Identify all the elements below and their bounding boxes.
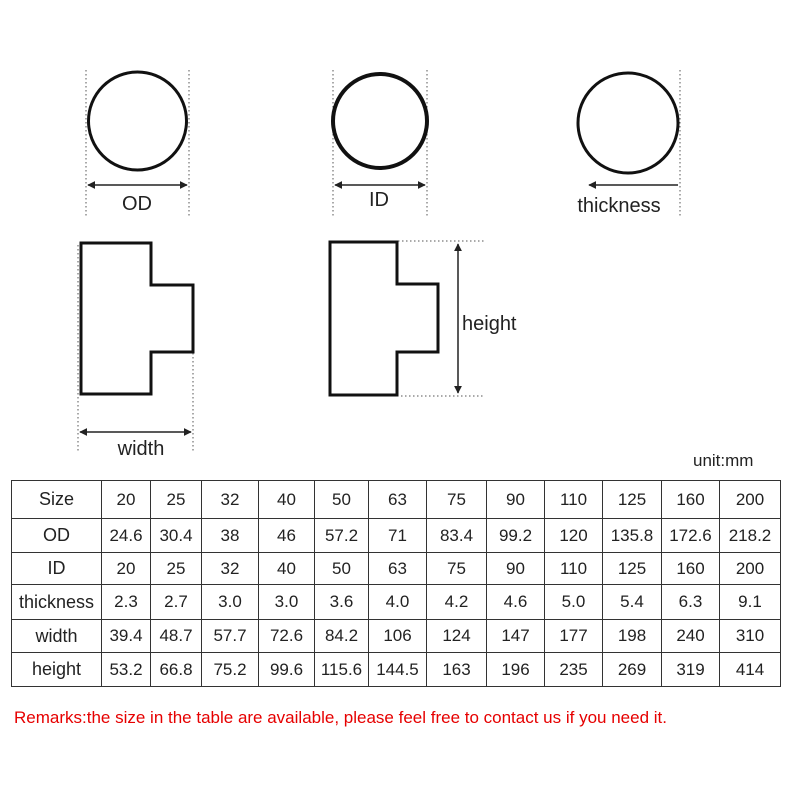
table-cell: 3.0: [202, 585, 259, 620]
table-cell: 235: [545, 653, 603, 687]
table-cell: 124: [427, 620, 487, 653]
table-cell: 53.2: [102, 653, 151, 687]
row-header: OD: [12, 519, 102, 553]
table-cell: 30.4: [151, 519, 202, 553]
table-cell: 106: [369, 620, 427, 653]
od-label: OD: [122, 193, 152, 215]
width-diagram: [78, 243, 193, 460]
table-cell: 90: [487, 481, 545, 519]
table-cell: 177: [545, 620, 603, 653]
table-cell: 4.6: [487, 585, 545, 620]
table-cell: 63: [369, 481, 427, 519]
table-cell: 310: [720, 620, 781, 653]
table-row: [12, 553, 781, 585]
height-label: height: [462, 313, 517, 335]
table-cell: 2.7: [151, 585, 202, 620]
row-header: height: [12, 653, 102, 687]
table-cell: 90: [487, 553, 545, 585]
table-cell: 3.0: [259, 585, 315, 620]
table-cell: 25: [151, 481, 202, 519]
table-cell: 38: [202, 519, 259, 553]
table-row: [12, 481, 781, 519]
table-cell: 160: [662, 553, 720, 585]
od-pipe-circle: [89, 72, 187, 170]
table-cell: 75: [427, 553, 487, 585]
table-row: [12, 653, 781, 687]
table-cell: 163: [427, 653, 487, 687]
row-header: width: [12, 620, 102, 653]
table-cell: 160: [662, 481, 720, 519]
spec-table: [11, 480, 781, 687]
table-cell: 319: [662, 653, 720, 687]
table-cell: 40: [259, 553, 315, 585]
table-cell: 99.2: [487, 519, 545, 553]
table-cell: 66.8: [151, 653, 202, 687]
height-diagram: [330, 241, 517, 396]
table-cell: 20: [102, 553, 151, 585]
table-cell: 172.6: [662, 519, 720, 553]
table-cell: 20: [102, 481, 151, 519]
table-cell: 57.2: [315, 519, 369, 553]
row-header: thickness: [12, 585, 102, 620]
od-diagram: [86, 70, 189, 218]
thickness-pipe-circle: [578, 73, 678, 173]
table-cell: 110: [545, 553, 603, 585]
table-cell: 120: [545, 519, 603, 553]
table-row: [12, 620, 781, 653]
row-header: ID: [12, 553, 102, 585]
thickness-label: thickness: [577, 195, 661, 217]
table-cell: 144.5: [369, 653, 427, 687]
table-cell: 40: [259, 481, 315, 519]
tee-fitting-shape: [330, 242, 438, 395]
table-cell: 6.3: [662, 585, 720, 620]
table-cell: 48.7: [151, 620, 202, 653]
table-cell: 3.6: [315, 585, 369, 620]
remarks-text: Remarks:the size in the table are available, please feel free to contact us if you need it.: [14, 708, 667, 727]
table-cell: 110: [545, 481, 603, 519]
table-cell: 71: [369, 519, 427, 553]
thickness-diagram: [577, 70, 680, 218]
table-cell: 63: [369, 553, 427, 585]
table-cell: 9.1: [720, 585, 781, 620]
table-cell: 75: [427, 481, 487, 519]
id-label: ID: [369, 189, 389, 211]
table-cell: 75.2: [202, 653, 259, 687]
table-cell: 99.6: [259, 653, 315, 687]
table-cell: 125: [603, 481, 662, 519]
unit-label: unit:mm: [693, 451, 754, 470]
table-cell: 25: [151, 553, 202, 585]
table-cell: 50: [315, 553, 369, 585]
table-cell: 5.4: [603, 585, 662, 620]
tee-fitting-shape: [81, 243, 193, 394]
table-row: [12, 585, 781, 620]
table-cell: 115.6: [315, 653, 369, 687]
table-cell: 72.6: [259, 620, 315, 653]
table-cell: 83.4: [427, 519, 487, 553]
table-cell: 240: [662, 620, 720, 653]
width-label: width: [117, 438, 165, 460]
table-cell: 200: [720, 481, 781, 519]
table-cell: 46: [259, 519, 315, 553]
table-cell: 125: [603, 553, 662, 585]
table-cell: 218.2: [720, 519, 781, 553]
table-cell: 24.6: [102, 519, 151, 553]
table-cell: 2.3: [102, 585, 151, 620]
table-cell: 196: [487, 653, 545, 687]
table-cell: 39.4: [102, 620, 151, 653]
table-cell: 84.2: [315, 620, 369, 653]
id-pipe-circle: [333, 74, 427, 168]
table-cell: 200: [720, 553, 781, 585]
table-cell: 198: [603, 620, 662, 653]
table-cell: 269: [603, 653, 662, 687]
table-cell: 414: [720, 653, 781, 687]
table-cell: 4.2: [427, 585, 487, 620]
id-diagram: [333, 70, 427, 218]
table-cell: 57.7: [202, 620, 259, 653]
table-cell: 32: [202, 553, 259, 585]
table-cell: 135.8: [603, 519, 662, 553]
table-cell: 32: [202, 481, 259, 519]
table-cell: 5.0: [545, 585, 603, 620]
table-cell: 4.0: [369, 585, 427, 620]
table-row: [12, 519, 781, 553]
table-cell: 50: [315, 481, 369, 519]
table-cell: 147: [487, 620, 545, 653]
row-header: Size: [12, 481, 102, 519]
